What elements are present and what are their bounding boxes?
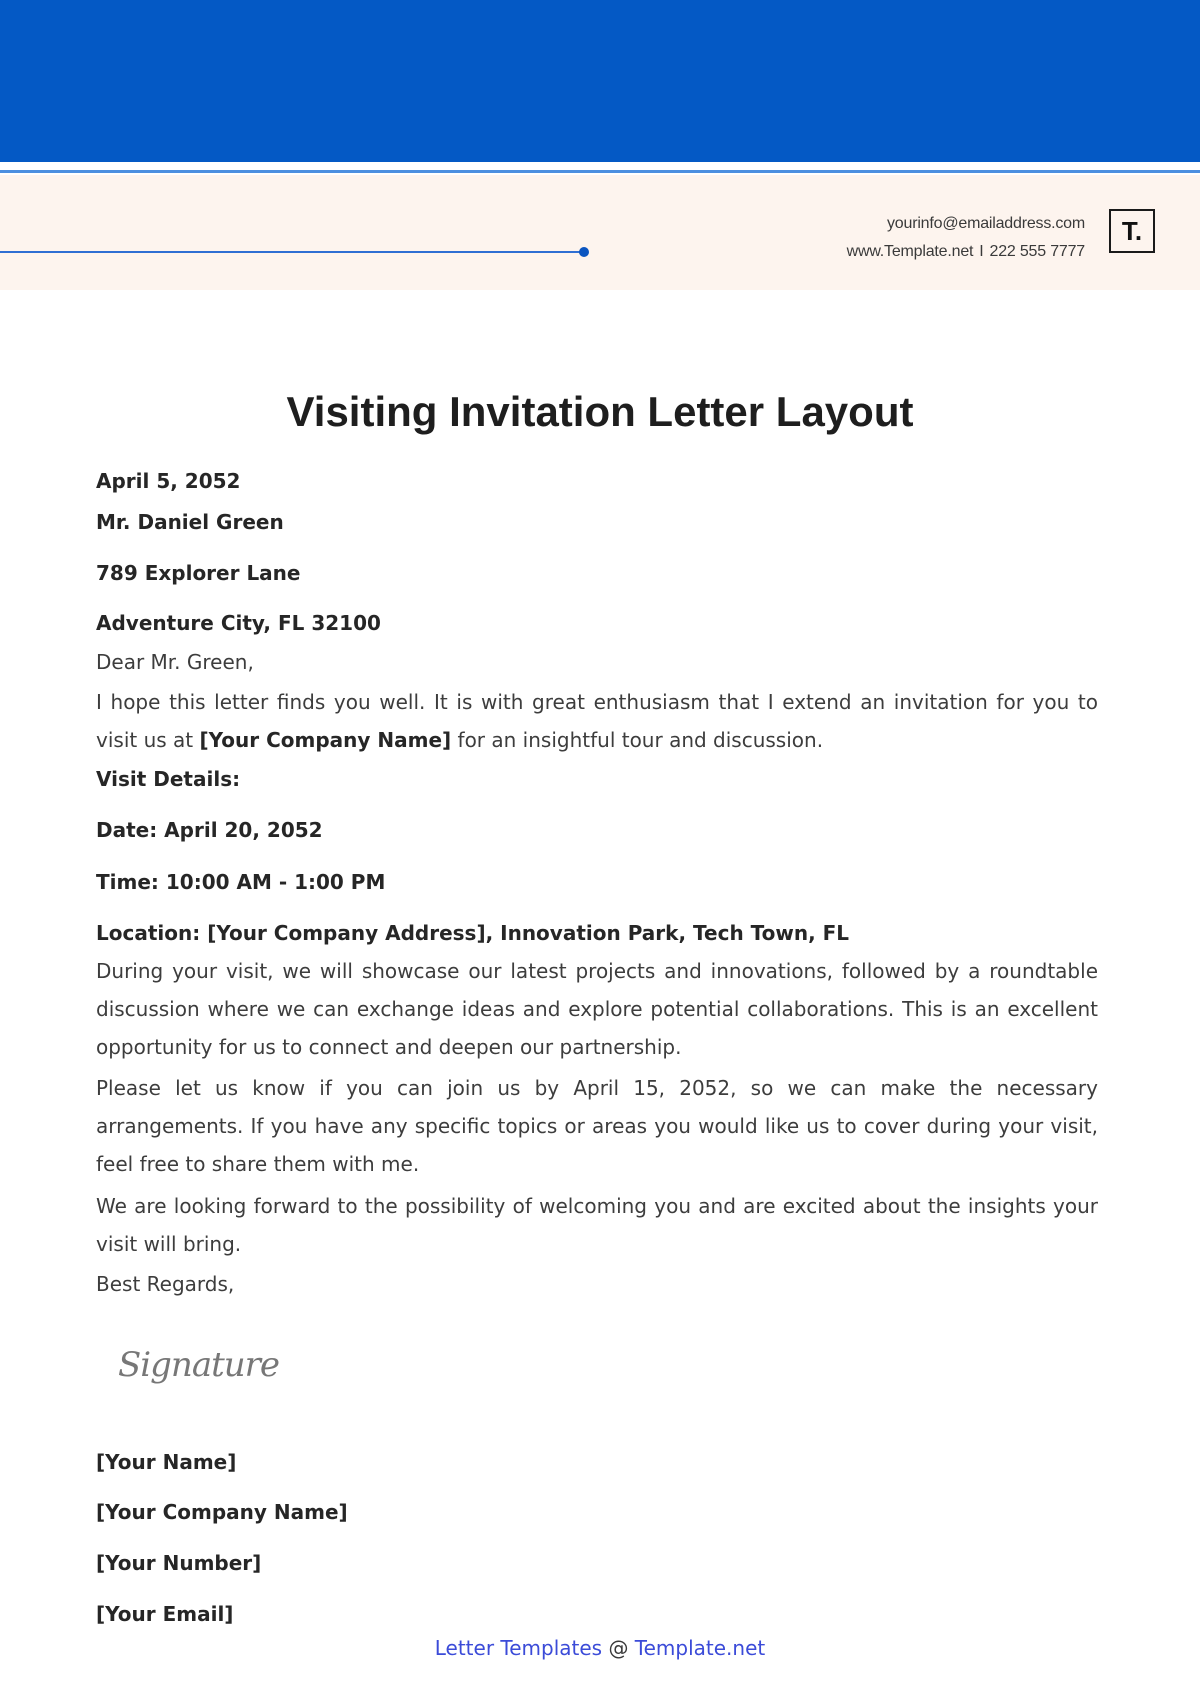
signature-image: Signature [118,1345,280,1385]
visit-details-heading: Visit Details: [96,767,241,791]
header-divider [0,170,1200,173]
intro-paragraph [96,683,1098,759]
sender-number: [Your Number] [96,1551,262,1575]
recipient-name: Mr. Daniel Green [96,510,284,534]
accent-dot [579,247,589,257]
visit-date: Date: April 20, 2052 [96,818,323,842]
footer-template-net-link[interactable]: Template.net [634,1636,766,1660]
sender-email: [Your Email] [96,1602,234,1626]
header-band [0,0,1200,162]
brand-logo-text: T. [1121,215,1143,246]
sign-off: Best Regards, [96,1272,235,1296]
visit-paragraph: During your visit, we will showcase our latest projects and innovations, followed by a roundtable discussion where we can exchange ideas and explore potential collaborations. This is an excellent opportunity for us to connect and deepen our partnership. [96,959,1098,1059]
contact-email: yourinfo@emailaddress.com [887,215,1085,232]
sender-company: [Your Company Name] [96,1500,348,1524]
intro-text-end: for an insightful tour and discussion. [451,728,824,752]
intro-text-start: I hope this letter finds you well. It is with great enthusiasm that I extend an invitation for you to visit us at [96,690,1098,752]
visit-time: Time: 10:00 AM - 1:00 PM [96,870,386,894]
footer-letter-templates-link[interactable]: Letter Templates [434,1636,603,1660]
intro-company-name: [Your Company Name] [199,728,452,752]
sender-name: [Your Name] [96,1450,237,1474]
contact-phone: 222 555 7777 [989,243,1085,260]
recipient-address-line1: 789 Explorer Lane [96,561,301,585]
footer-at-separator: @ [608,1636,629,1660]
closing-paragraph: We are looking forward to the possibility of welcoming you and are excited about the insights your visit will bring. [96,1194,1098,1256]
visit-location: Location: [Your Company Address], Innovation Park, Tech Town, FL [96,921,850,945]
contact-separator: I [979,243,984,260]
brand-logo [1109,209,1155,253]
letter-date: April 5, 2052 [96,469,241,493]
contact-info [847,210,1085,266]
footer [0,1636,1200,1660]
salutation: Dear Mr. Green, [96,650,254,674]
recipient-address-line2: Adventure City, FL 32100 [96,611,381,635]
contact-web-phone [847,238,1085,266]
contact-website: www.Template.net [846,243,974,260]
page-title: Visiting Invitation Letter Layout [286,388,914,435]
rsvp-paragraph: Please let us know if you can join us by April 15, 2052, so we can make the necessary arrangements. If you have any specific topics or areas you would like us to cover during your visit, feel free to share them with me. [96,1076,1098,1176]
accent-line [0,251,583,253]
